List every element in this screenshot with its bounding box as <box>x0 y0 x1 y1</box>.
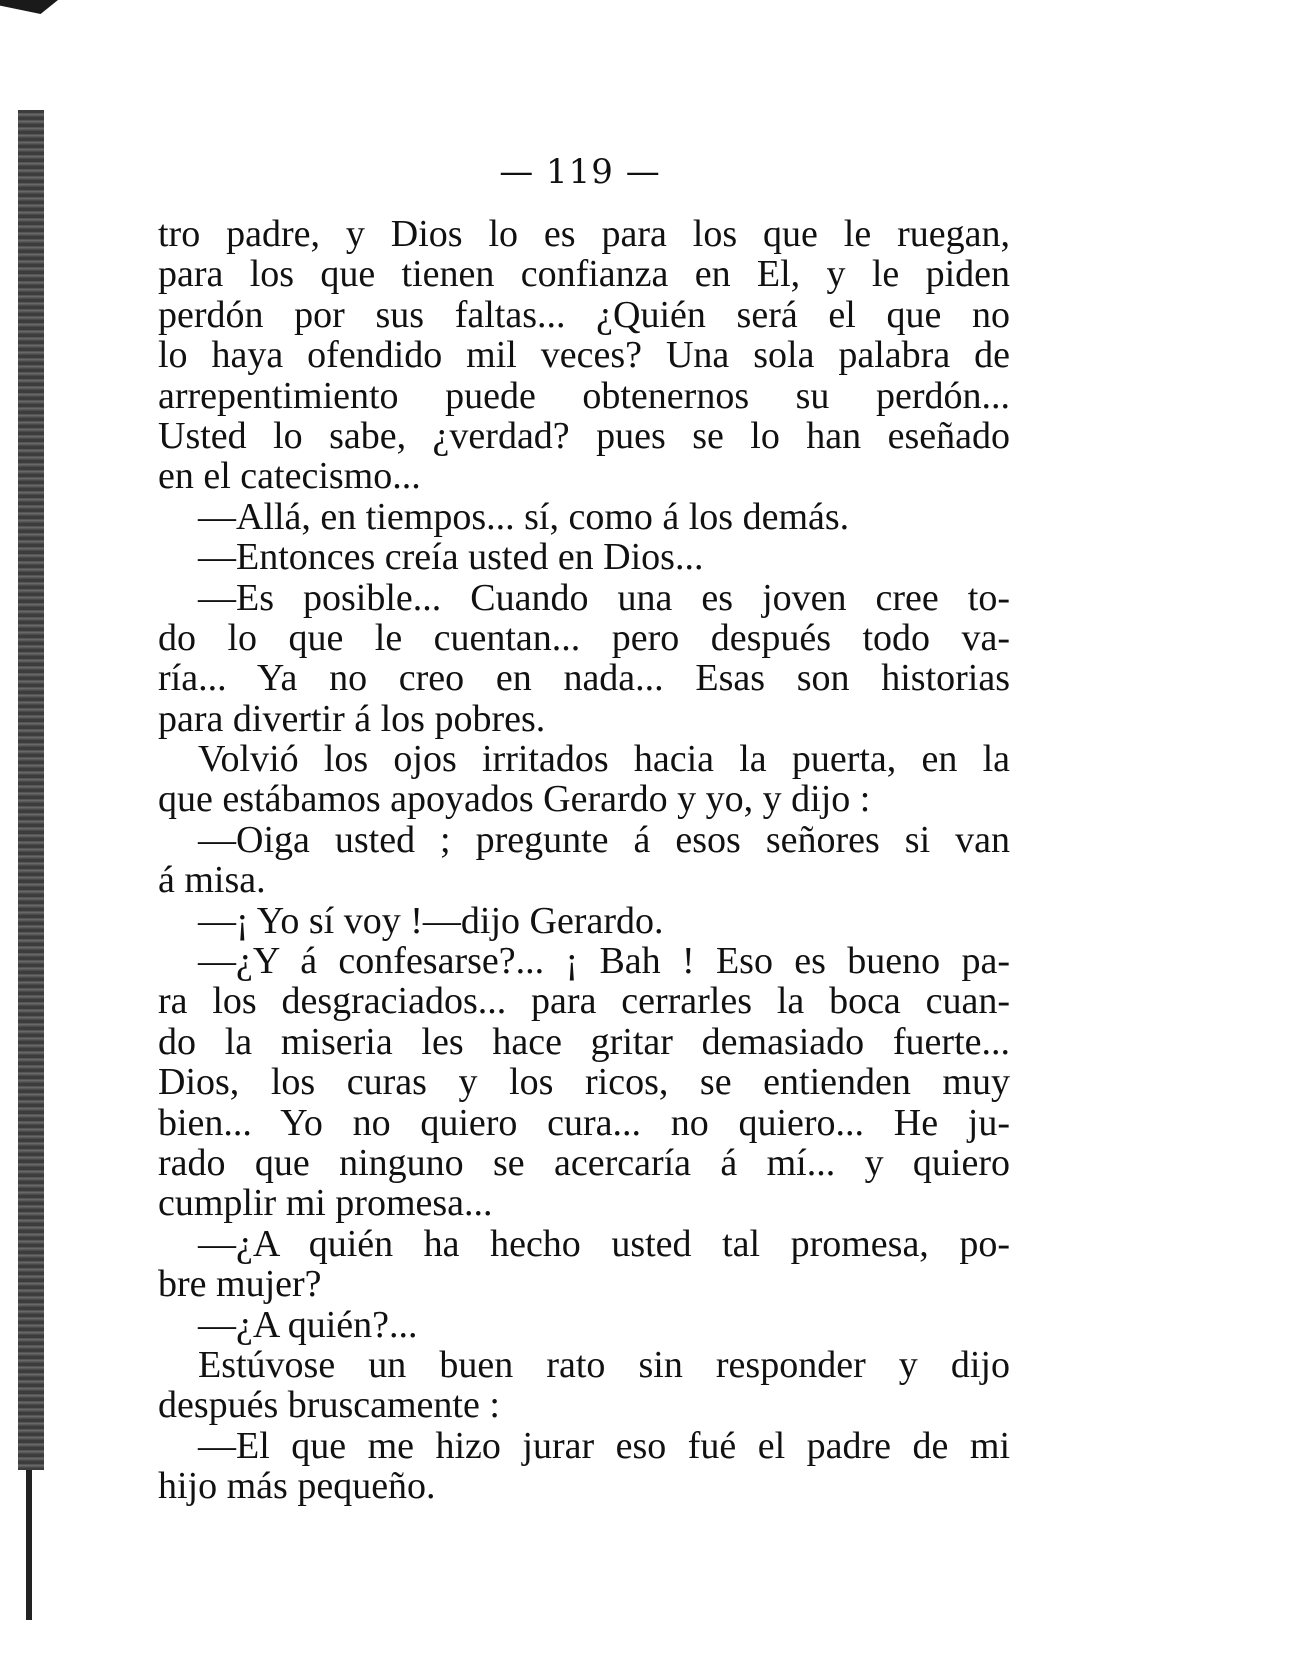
text-line: —Oiga usted ; pregunte á esos señores si van <box>198 818 1010 861</box>
text-line: Dios, los curas y los ricos, se entienden muy <box>158 1061 1010 1104</box>
text-line: lo haya ofendido mil veces? Una sola palabra de <box>158 334 1010 377</box>
binding-corner-mark <box>0 0 58 14</box>
text-line: —¿A quién?... <box>198 1303 418 1346</box>
text-line: Volvió los ojos irritados hacia la puerta, en la <box>198 738 1010 781</box>
text-line: perdón por sus faltas... ¿Quién será el que no <box>158 293 1010 336</box>
text-line: do lo que le cuentan... pero después todo va- <box>158 616 1010 659</box>
text-line: rado que ninguno se acercaría á mí... y quiero <box>158 1141 1010 1184</box>
text-line: Usted lo sabe, ¿verdad? pues se lo han eseñado <box>158 414 1010 457</box>
text-line: á misa. <box>158 859 266 902</box>
text-line: que estábamos apoyados Gerardo y yo, y dijo : <box>158 778 871 821</box>
text-line: arrepentimiento puede obtenernos su perdón... <box>158 374 1010 417</box>
page-binding-edge-lower <box>26 1470 32 1620</box>
text-line: para los que tienen confianza en El, y le piden <box>158 253 1010 296</box>
text-line: bre mujer? <box>158 1263 322 1306</box>
text-line: después bruscamente : <box>158 1384 500 1427</box>
text-line: bien... Yo no quiero cura... no quiero... He ju- <box>158 1101 1010 1144</box>
text-line: hijo más pequeño. <box>158 1465 436 1508</box>
page-number: — 119 — <box>499 152 661 192</box>
text-line: Estúvose un buen rato sin responder y dijo <box>198 1343 1010 1386</box>
page-binding-edge <box>18 110 44 1470</box>
text-line: tro padre, y Dios lo es para los que le ruegan, <box>158 213 1010 255</box>
text-line: cumplir mi promesa... <box>158 1182 493 1225</box>
text-line: —Allá, en tiempos... sí, como á los demás. <box>198 495 850 538</box>
text-line: —El que me hizo jurar eso fué el padre de mi <box>198 1424 1010 1467</box>
text-line: —¿Y á confesarse?... ¡ Bah ! Eso es bueno pa- <box>198 940 1010 983</box>
text-line: —¡ Yo sí voy !—dijo Gerardo. <box>198 899 664 942</box>
text-line: para divertir á los pobres. <box>158 697 546 740</box>
text-line: en el catecismo... <box>158 455 421 498</box>
text-line: ra los desgraciados... para cerrarles la boca cuan- <box>158 980 1010 1023</box>
body-text <box>158 214 1010 1507</box>
text-line: ría... Ya no creo en nada... Esas son historias <box>158 657 1010 700</box>
text-line: do la miseria les hace gritar demasiado fuerte... <box>158 1020 1010 1063</box>
text-line: —Entonces creía usted en Dios... <box>198 536 704 579</box>
text-line: —¿A quién ha hecho usted tal promesa, po- <box>198 1222 1010 1265</box>
text-line: —Es posible... Cuando una es joven cree to- <box>198 576 1010 619</box>
